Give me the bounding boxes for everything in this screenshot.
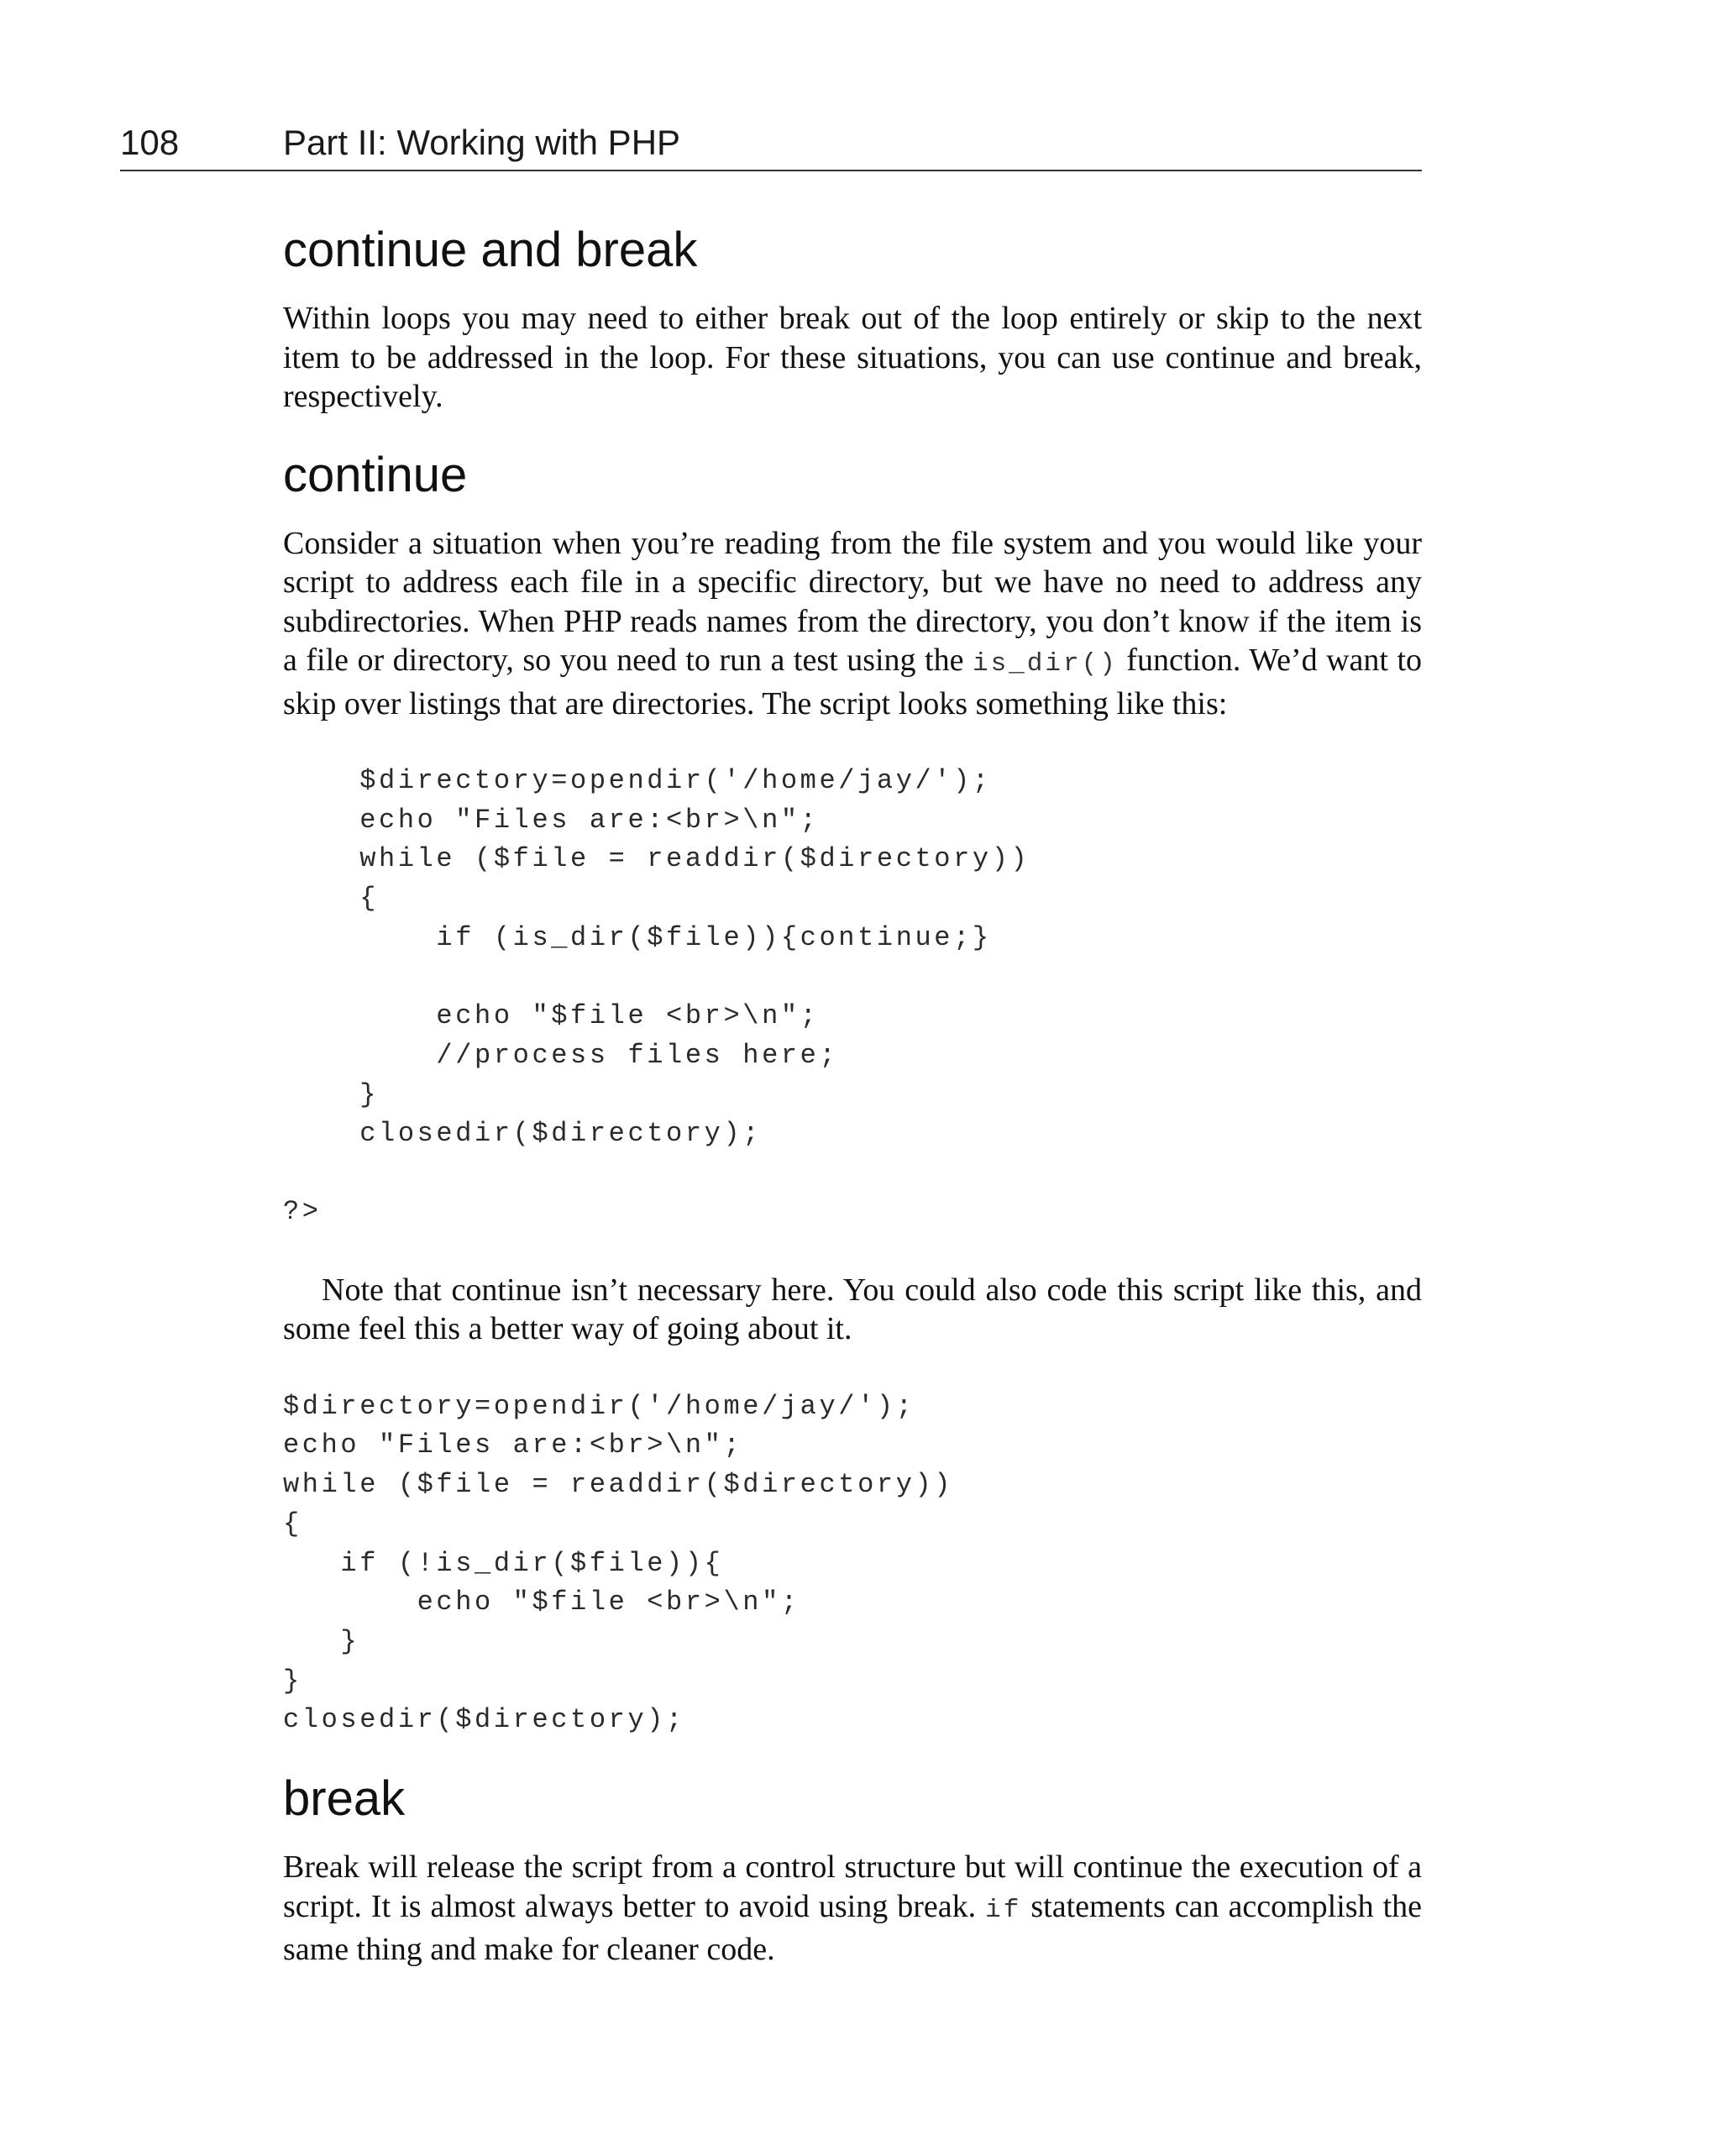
section-heading-break: break bbox=[283, 1771, 406, 1827]
inline-code-is-dir: is_dir() bbox=[972, 649, 1118, 679]
note-paragraph: Note that continue isn’t necessary here. You could also code this script like this, and some feel this a better way of going about it. bbox=[283, 1272, 1422, 1347]
break-paragraph-text-before: Break will release the script from a control structure but will continue the execution of a script. It is almost always better to avoid using break. bbox=[283, 1849, 1422, 1924]
page-number: 108 bbox=[120, 123, 180, 162]
running-header bbox=[120, 118, 1422, 171]
section-heading-continue-and-break: continue and break bbox=[283, 223, 698, 277]
continue-paragraph bbox=[283, 524, 1422, 724]
inline-code-if: if bbox=[985, 1895, 1022, 1925]
code-listing-continue: $directory=opendir('/home/jay/'); echo "Files are:<br>\n"; while ($file = readdir($directory)) { if (is_dir($file)){continue;} echo "$file <br>\n"; //process files here; } closedir($directory); bbox=[359, 765, 1030, 1150]
running-title: Part II: Working with PHP bbox=[283, 123, 681, 162]
break-paragraph bbox=[283, 1848, 1422, 1970]
section-heading-continue: continue bbox=[283, 447, 468, 502]
page-body bbox=[283, 217, 1422, 1970]
continue-paragraph-text-after: function. We’d want to skip over listings that are directories. The script looks something like this: bbox=[283, 643, 1423, 721]
break-paragraph-text-after: statements can accomplish the same thing and make for cleaner code. bbox=[283, 1888, 1423, 1968]
code-listing-alternative: $directory=opendir('/home/jay/'); echo "Files are:<br>\n"; while ($file = readdir($directory)) { if (!is_dir($file)){ echo "$file <br>\n"; } } closedir($directory); bbox=[283, 1390, 954, 1736]
intro-paragraph: Within loops you may need to either break out of the loop entirely or skip to the next item to be addressed in the loop. For these situations, you can use continue and break, respectively. bbox=[283, 301, 1422, 414]
continue-paragraph-text-before: Consider a situation when you’re reading from the file system and you would like your script to address each file in a specific directory, but we have no need to address any subdirectories. When PHP reads names from the directory, you don’t know if the item is a file or directory, so you need to run a test using the bbox=[283, 525, 1422, 678]
code-listing-closing-tag: ?> bbox=[283, 1196, 322, 1228]
